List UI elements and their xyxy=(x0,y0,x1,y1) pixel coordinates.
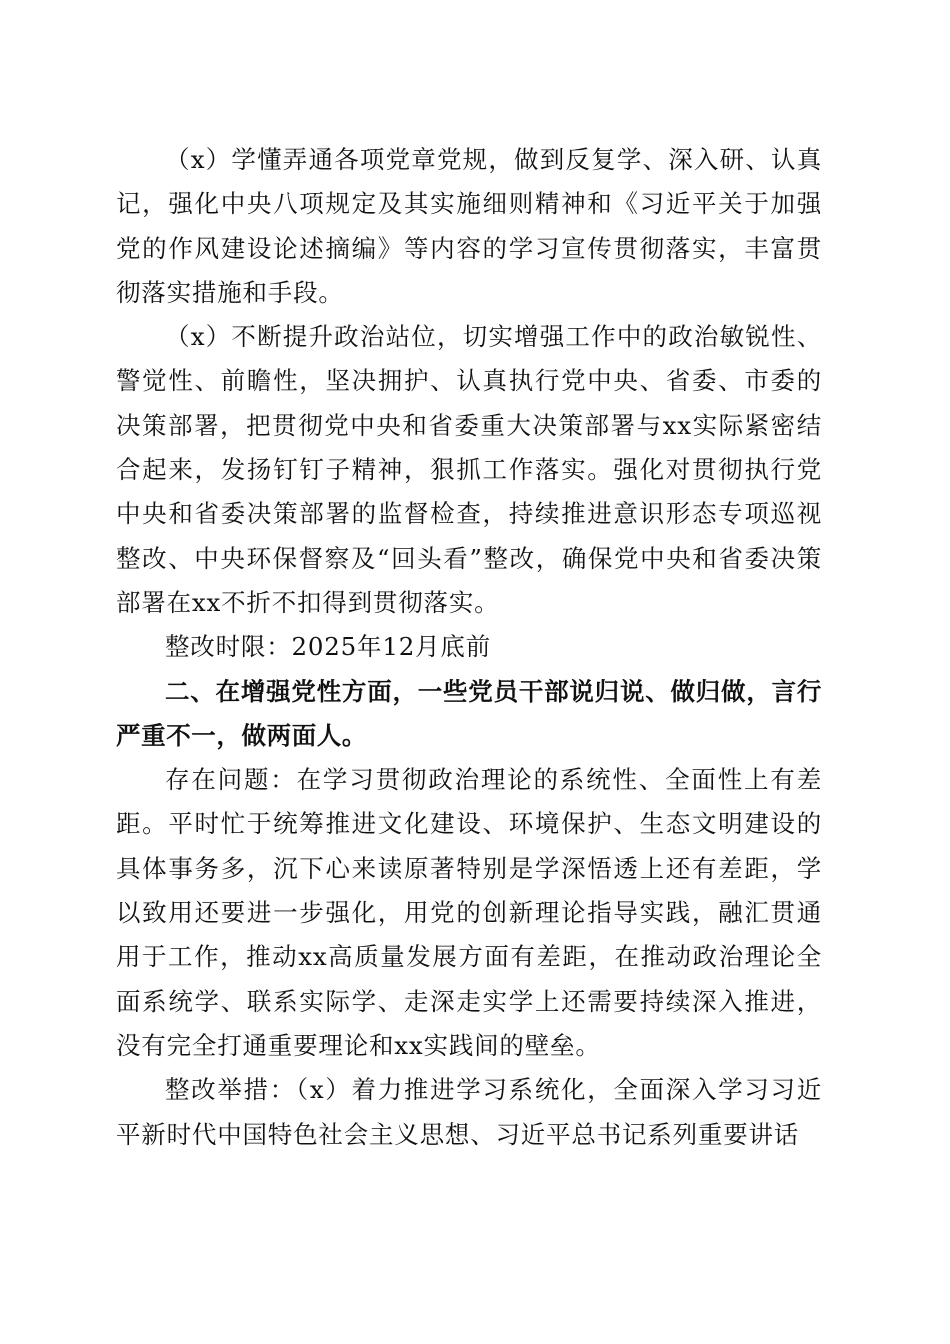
document-body xyxy=(116,138,822,1157)
paragraph-study-party-rules: （x）学懂弄通各项党章党规，做到反复学、深入研、认真记，强化中央八项规定及其实施细则精神和《习近平关于加强党的作风建设论述摘编》等内容的学习宣传贯彻落实，丰富贯彻落实措施和手段。 xyxy=(116,145,822,307)
section-heading-two: 二、在增强党性方面，一些党员干部说归说、做归做，言行严重不一，做两面人。 xyxy=(116,676,822,750)
paragraph-rectification-measures: 整改举措：（x）着力推进学习系统化，全面深入学习习近平新时代中国特色社会主义思想、习近平总书记系列重要讲话 xyxy=(116,1075,822,1149)
paragraph-existing-problems: 存在问题：在学习贯彻政治理论的系统性、全面性上有差距。平时忙于统筹推进文化建设、环境保护、生态文明建设的具体事务多，沉下心来读原著特别是学深悟透上还有差距，学以致用还要进一步强化，用党的创新理论指导实践，融汇贯通用于工作，推动xx高质量发展方面有差距，在推动政治理论全面系统学、联系实际学、走深走实学上还需要持续深入推进，没有完全打通重要理论和xx实践间的壁垒。 xyxy=(116,765,822,1060)
rectification-deadline: 整改时限：2025年12月底前 xyxy=(165,632,492,662)
paragraph-political-stance: （x）不断提升政治站位，切实增强工作中的政治敏锐性、警觉性、前瞻性，坚决拥护、认真执行党中央、省委、市委的决策部署，把贯彻党中央和省委重大决策部署与xx实际紧密结合起来，发扬钉钉子精神，狠抓工作落实。强化对贯彻执行党中央和省委决策部署的监督检查，持续推进意识形态专项巡视整改、中央环保督察及“回头看”整改，确保党中央和省委决策部署在xx不折不扣得到贯彻落实。 xyxy=(116,322,822,617)
